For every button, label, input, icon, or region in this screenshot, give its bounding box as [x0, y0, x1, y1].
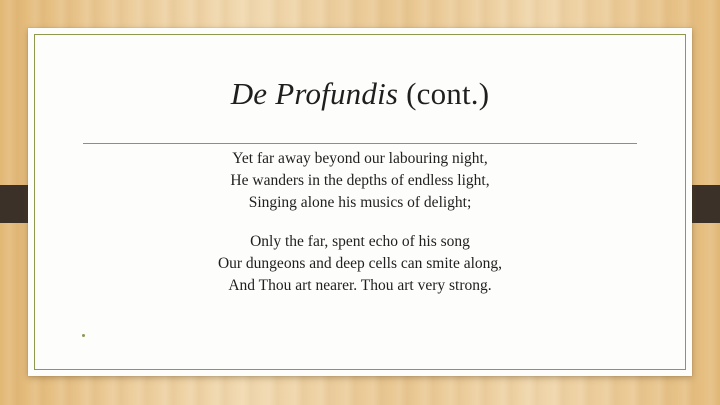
- stanza-1: [0, 148, 720, 214]
- stanza-2: [0, 231, 720, 297]
- poem-line: Our dungeons and deep cells can smite along,: [217, 255, 503, 272]
- poem-line: He wanders in the depths of endless light,: [230, 172, 490, 189]
- slide-title: [0, 76, 720, 112]
- title-divider: [83, 143, 637, 144]
- poem-line: And Thou art nearer. Thou art very strong.: [228, 277, 492, 294]
- empty-bullet-dot: [82, 334, 85, 337]
- poem-body: [0, 148, 720, 297]
- slide-title-italic: De Profundis: [230, 76, 399, 111]
- poem-line: Singing alone his musics of delight;: [248, 194, 472, 211]
- slide-title-rest: (cont.): [398, 76, 490, 111]
- poem-line: Only the far, spent echo of his song: [250, 233, 470, 250]
- poem-line: Yet far away beyond our labouring night,: [232, 150, 488, 167]
